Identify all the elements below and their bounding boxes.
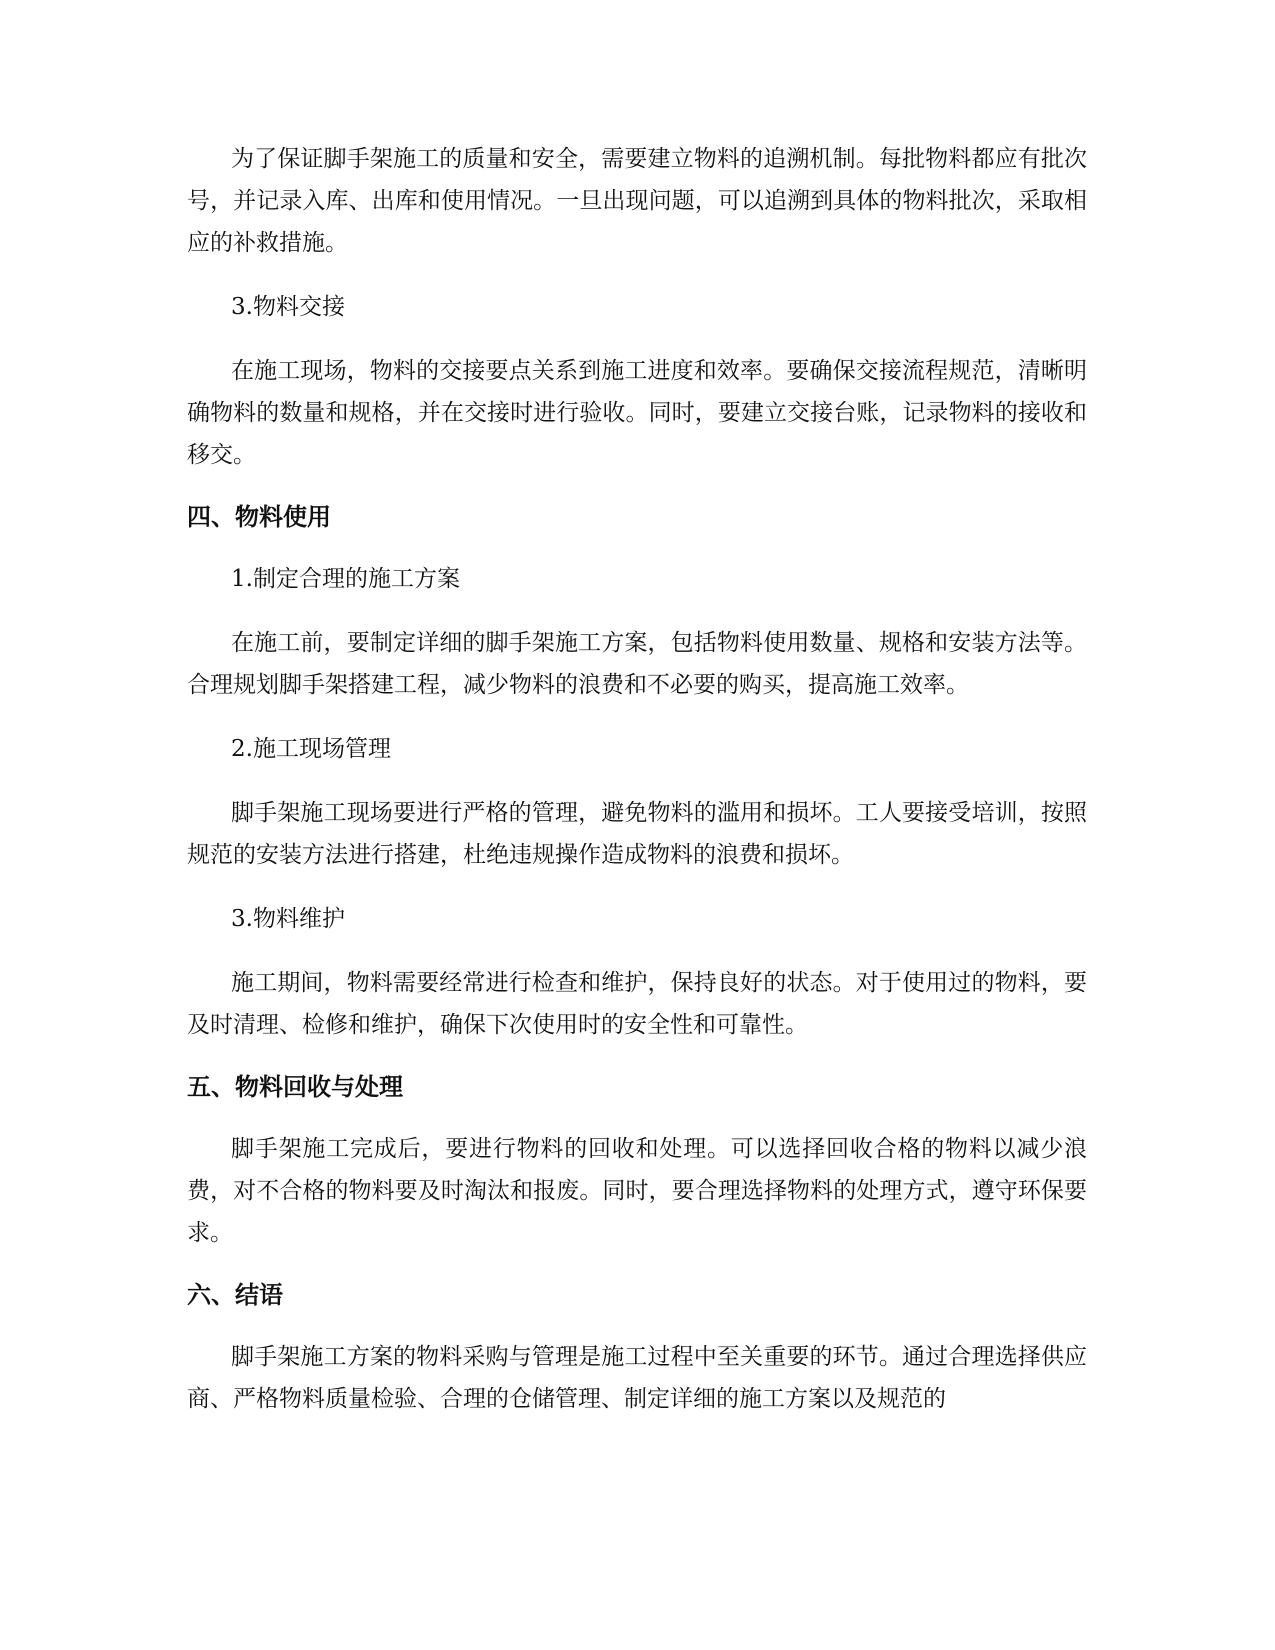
paragraph-recycling: 脚手架施工完成后，要进行物料的回收和处理。可以选择回收合格的物料以减少浪费，对不合格的物料要及时淘汰和报废。同时，要合理选择物料的处理方式，遵守环保要求。: [187, 1136, 1087, 1246]
paragraph-handover: 在施工现场，物料的交接要点关系到施工进度和效率。要确保交接流程规范，清晰明确物料的数量和规格，并在交接时进行验收。同时，要建立交接台账，记录物料的接收和移交。: [187, 358, 1087, 468]
subheading-site-management: 2.施工现场管理: [231, 736, 391, 762]
paragraph-construction-plan: 在施工前，要制定详细的脚手架施工方案，包括物料使用数量、规格和安装方法等。合理规划脚手架搭建工程，减少物料的浪费和不必要的购买，提高施工效率。: [187, 630, 1087, 698]
paragraph-traceability: 为了保证脚手架施工的质量和安全，需要建立物料的追溯机制。每批物料都应有批次号，并记录入库、出库和使用情况。一旦出现问题，可以追溯到具体的物料批次，采取相应的补救措施。: [187, 146, 1087, 256]
paragraph-material-maintenance: 施工期间，物料需要经常进行检查和维护，保持良好的状态。对于使用过的物料，要及时清理、检修和维护，确保下次使用时的安全性和可靠性。: [187, 970, 1087, 1038]
document-page: [187, 138, 1087, 1420]
section-heading-material-use: 四、物料使用: [187, 503, 331, 531]
subheading-material-handover: 3.物料交接: [231, 294, 345, 320]
paragraph-conclusion: 脚手架施工方案的物料采购与管理是施工过程中至关重要的环节。通过合理选择供应商、严格物料质量检验、合理的仓储管理、制定详细的施工方案以及规范的: [187, 1344, 1087, 1412]
section-heading-recycling: 五、物料回收与处理: [187, 1073, 403, 1101]
subheading-construction-plan: 1.制定合理的施工方案: [231, 566, 460, 592]
paragraph-site-management: 脚手架施工现场要进行严格的管理，避免物料的滥用和损坏。工人要接受培训，按照规范的安装方法进行搭建，杜绝违规操作造成物料的浪费和损坏。: [187, 800, 1087, 868]
subheading-material-maintenance: 3.物料维护: [231, 906, 345, 932]
section-heading-conclusion: 六、结语: [187, 1281, 283, 1309]
